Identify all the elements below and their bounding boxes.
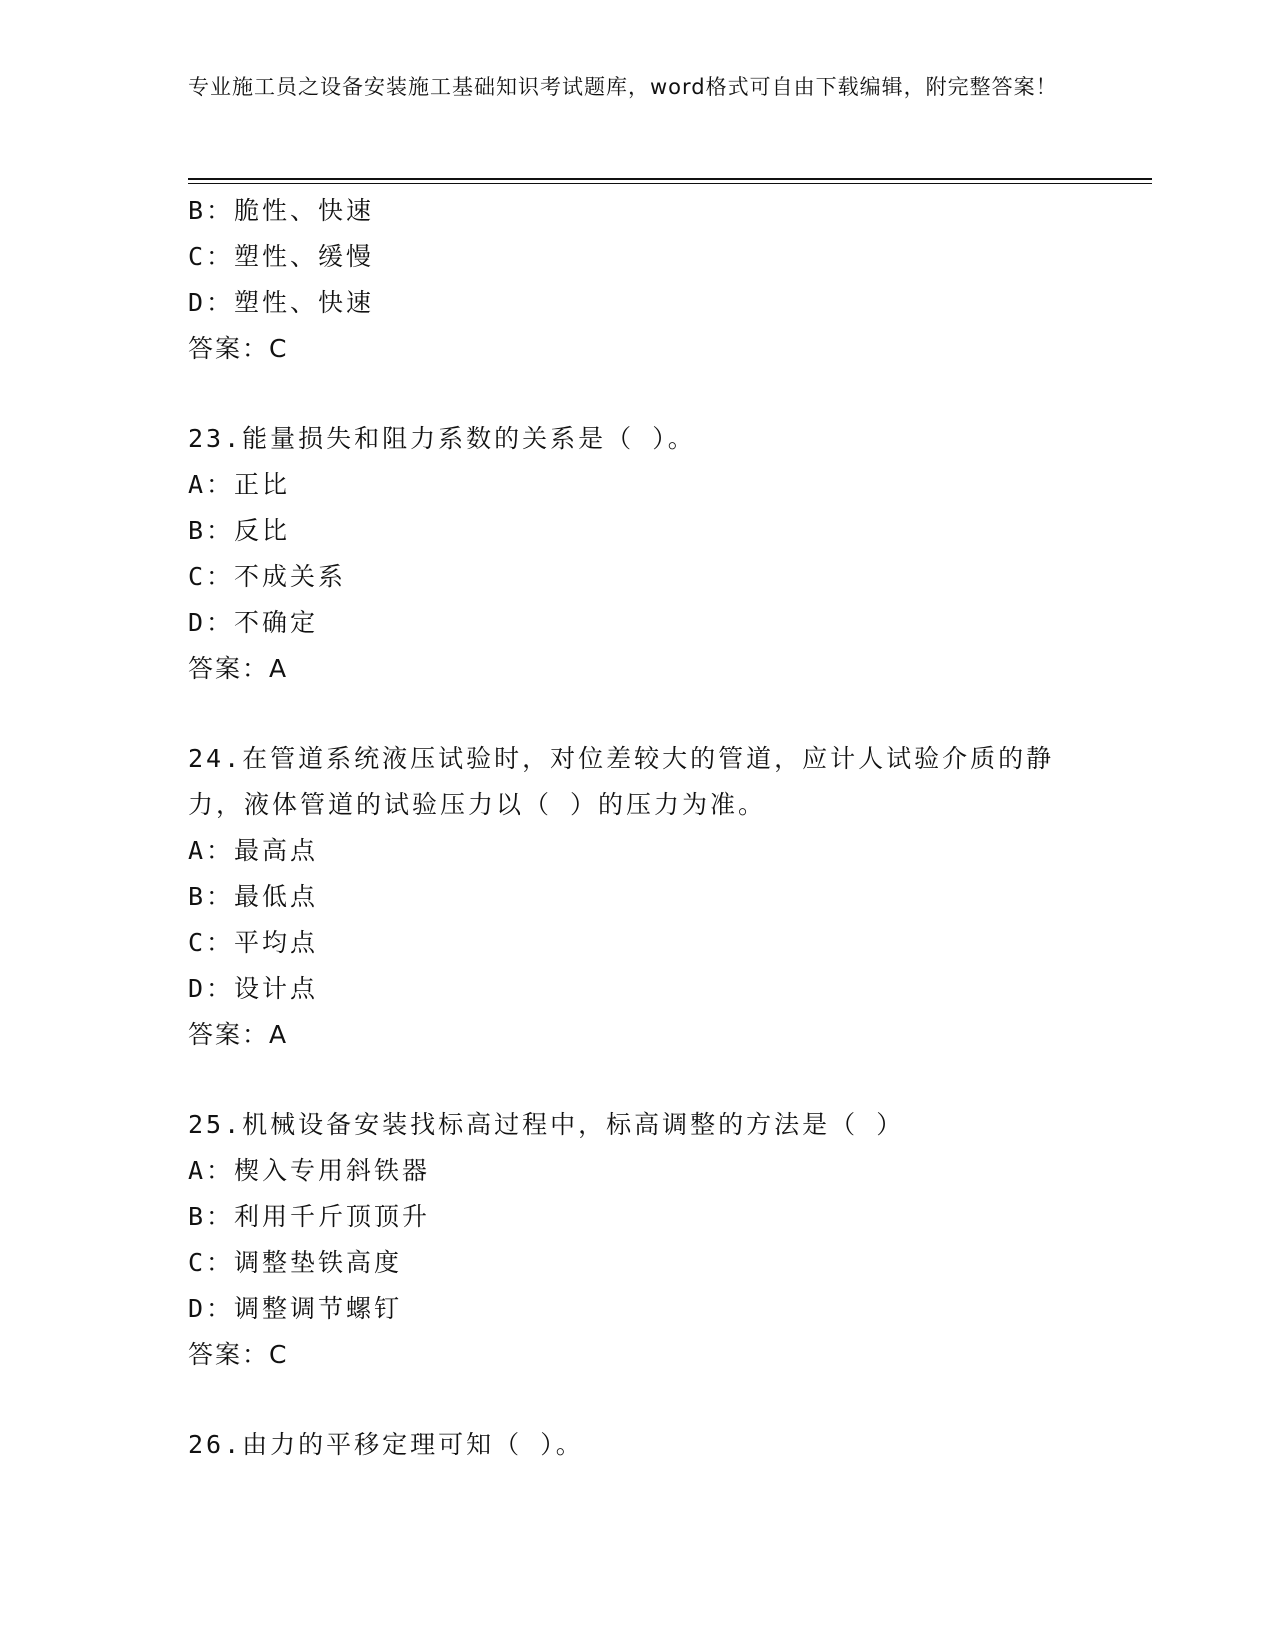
- question-text: 24.在管道系统液压试验时，对位差较大的管道，应计人试验介质的静力，液体管道的试验压力以（ ）的压力为准。: [188, 744, 1055, 819]
- option-label: A：: [188, 470, 235, 499]
- option-label: B：: [188, 196, 235, 225]
- option-text: 脆性、快速: [234, 196, 375, 225]
- spacer: [188, 1058, 1088, 1102]
- header-rule-bottom: [188, 183, 1152, 184]
- answer-line: 答案：C: [188, 334, 289, 363]
- option-text: 楔入专用斜铁器: [234, 1156, 431, 1185]
- question-text: 23.能量损失和阻力系数的关系是（ ）。: [188, 424, 696, 453]
- option-label: A：: [188, 1156, 235, 1185]
- question-22-continuation: [188, 188, 1088, 372]
- option-d: [188, 1286, 1088, 1332]
- option-d: [188, 280, 1088, 326]
- spacer: [188, 692, 1088, 736]
- question-23: [188, 416, 1088, 692]
- option-label: A：: [188, 836, 235, 865]
- option-text: 调整垫铁高度: [234, 1248, 403, 1277]
- header-rule-top: [188, 178, 1152, 180]
- option-label: D：: [188, 974, 235, 1003]
- option-label: C：: [188, 562, 235, 591]
- option-a: [188, 1148, 1088, 1194]
- option-c: [188, 920, 1088, 966]
- option-d: [188, 600, 1088, 646]
- option-label: C：: [188, 1248, 235, 1277]
- option-label: C：: [188, 928, 235, 957]
- option-text: 调整调节螺钉: [234, 1294, 403, 1323]
- option-text: 塑性、快速: [234, 288, 375, 317]
- question-26: [188, 1422, 1088, 1468]
- option-text: 不确定: [234, 608, 319, 637]
- option-c: [188, 234, 1088, 280]
- option-text: 设计点: [234, 974, 319, 1003]
- answer-line: 答案：C: [188, 1340, 289, 1369]
- option-text: 反比: [234, 516, 291, 545]
- option-label: D：: [188, 288, 235, 317]
- option-text: 最高点: [234, 836, 319, 865]
- option-a: [188, 462, 1088, 508]
- option-label: B：: [188, 516, 235, 545]
- option-b: [188, 874, 1088, 920]
- question-25: [188, 1102, 1088, 1378]
- answer-line: 答案：A: [188, 1020, 289, 1049]
- question-text: 25.机械设备安装找标高过程中，标高调整的方法是（ ）: [188, 1110, 905, 1139]
- option-b: [188, 188, 1088, 234]
- option-text: 平均点: [234, 928, 319, 957]
- question-text: 26.由力的平移定理可知（ ）。: [188, 1430, 584, 1459]
- option-d: [188, 966, 1088, 1012]
- option-text: 利用千斤顶顶升: [234, 1202, 431, 1231]
- document-header: 专业施工员之设备安装施工基础知识考试题库，word格式可自由下载编辑，附完整答案！: [188, 75, 1058, 99]
- document-body: [188, 188, 1088, 1468]
- option-text: 正比: [234, 470, 291, 499]
- option-label: C：: [188, 242, 235, 271]
- option-label: B：: [188, 1202, 235, 1231]
- option-b: [188, 508, 1088, 554]
- option-label: B：: [188, 882, 235, 911]
- option-text: 不成关系: [234, 562, 347, 591]
- option-a: [188, 828, 1088, 874]
- option-b: [188, 1194, 1088, 1240]
- question-24: [188, 736, 1088, 1058]
- option-text: 塑性、缓慢: [234, 242, 375, 271]
- spacer: [188, 1378, 1088, 1422]
- option-label: D：: [188, 608, 235, 637]
- spacer: [188, 372, 1088, 416]
- option-c: [188, 554, 1088, 600]
- option-label: D：: [188, 1294, 235, 1323]
- answer-line: 答案：A: [188, 654, 289, 683]
- option-text: 最低点: [234, 882, 319, 911]
- option-c: [188, 1240, 1088, 1286]
